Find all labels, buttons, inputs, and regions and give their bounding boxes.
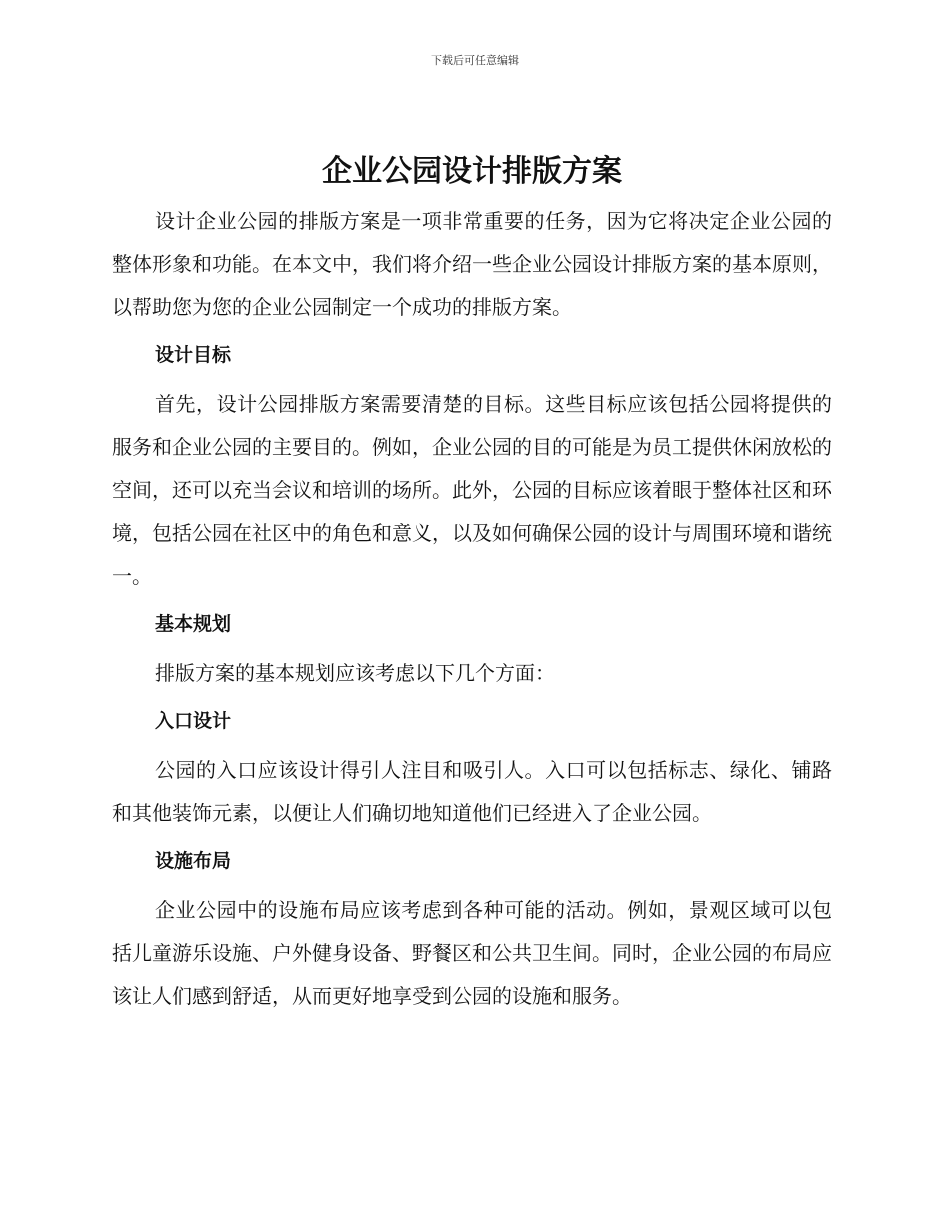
section-paragraph: 公园的入口应该设计得引人注目和吸引人。入口可以包括标志、绿化、铺路和其他装饰元素，以便让人们确切地知道他们已经进入了企业公园。 — [112, 758, 832, 825]
section-paragraph: 排版方案的基本规划应该考虑以下几个方面： — [155, 661, 555, 685]
section-heading-facility-layout: 设施布局 — [155, 850, 232, 872]
section-heading-basic-planning: 基本规划 — [155, 613, 232, 635]
intro-paragraph: 设计企业公园的排版方案是一项非常重要的任务，因为它将决定企业公园的整体形象和功能。在本文中，我们将介绍一些企业公园设计排版方案的基本原则，以帮助您为您的企业公园制定一个成功的排版方案。 — [112, 209, 832, 319]
section-heading-design-goals: 设计目标 — [155, 344, 232, 366]
section-paragraph: 首先，设计公园排版方案需要清楚的目标。这些目标应该包括公园将提供的服务和企业公园的主要目的。例如，企业公园的目的可能是为员工提供休闲放松的空间，还可以充当会议和培训的场所。此外，公园的目标应该着眼于整体社区和环境，包括公园在社区中的角色和意义，以及如何确保公园的设计与周围环境和谐统一。 — [112, 392, 832, 588]
document-title: 企业公园设计排版方案 — [322, 154, 622, 189]
section-paragraph: 企业公园中的设施布局应该考虑到各种可能的活动。例如，景观区域可以包括儿童游乐设施、户外健身设备、野餐区和公共卫生间。同时，企业公园的布局应该让人们感到舒适，从而更好地享受到公园的设施和服务。 — [112, 898, 832, 1008]
page-header: 下载后可任意编辑 — [431, 54, 519, 67]
section-heading-entrance-design: 入口设计 — [155, 710, 232, 732]
document-body — [112, 150, 832, 1018]
